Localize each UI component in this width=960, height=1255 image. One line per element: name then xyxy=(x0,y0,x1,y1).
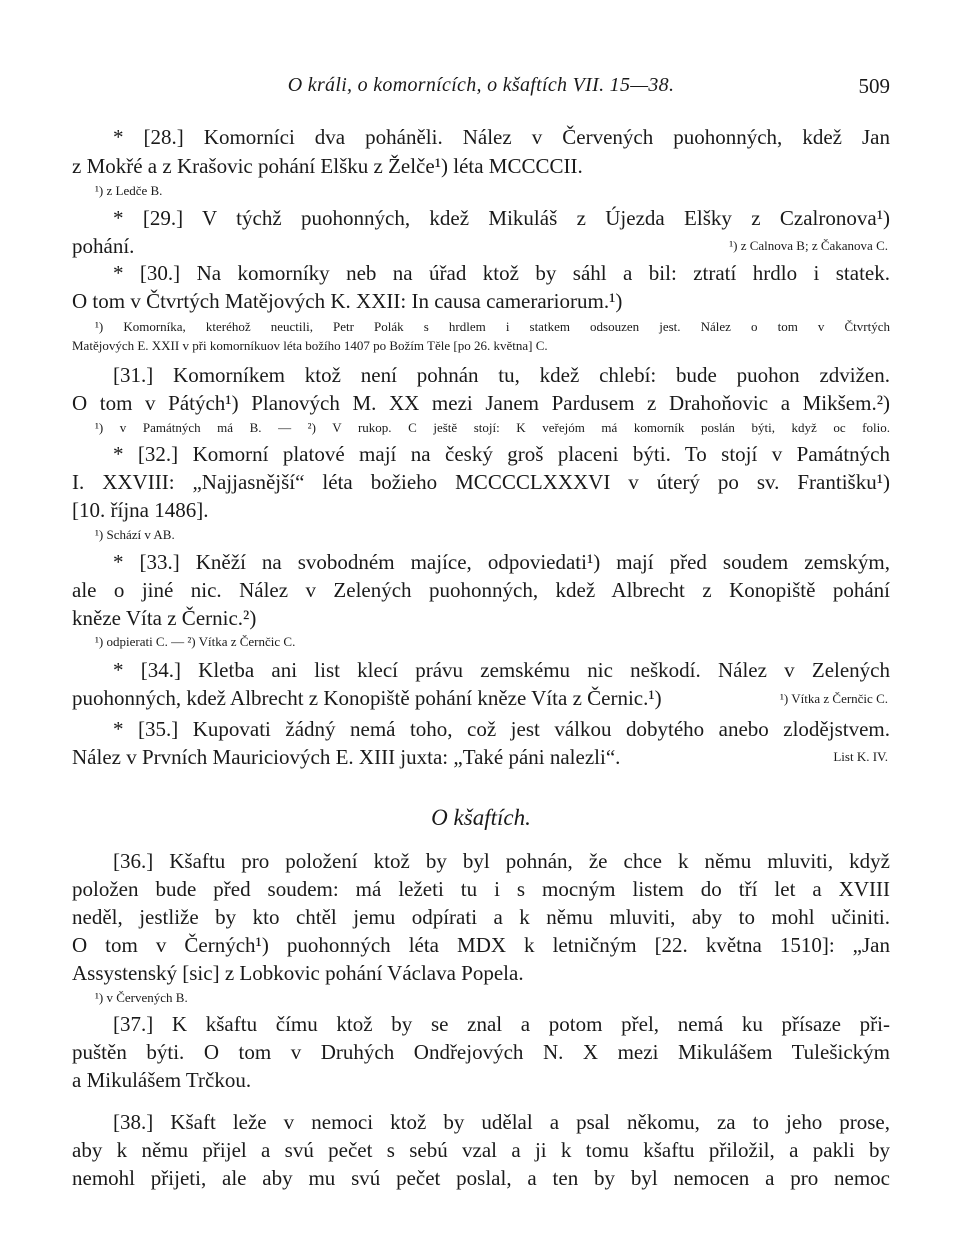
text-line: puštěn býti. O tom v Druhých Ondřejových N. X mezi Mikulášem Tulešickým xyxy=(72,1040,890,1064)
text-line: * [29.] V týchž puohonných, kdež Mikuláš z Újezda Elšky z Czalronova¹) xyxy=(113,206,890,230)
text-line: Nález v Prvních Mauriciových E. XIII juxta: „Také páni nalezli“. xyxy=(72,745,621,769)
running-header xyxy=(72,74,890,104)
text-line: nemohl přijeti, ale aby mu svú pečet poslal, a ten by byl nemocen a pro nemoc xyxy=(72,1166,890,1190)
text-line: z Mokřé a z Krašovic pohání Elšku z Želče¹) léta MCCCCII. xyxy=(72,154,583,178)
section-title: O kšaftích. xyxy=(431,805,531,830)
text-line: neděl, jestliže by kto chtěl jemu odpírati a k němu mluviti, aby to mohl učiniti. xyxy=(72,905,890,929)
text-line: pohání. xyxy=(72,234,135,258)
text-line: kněze Víta z Černic.²) xyxy=(72,606,257,630)
footnote-line: ¹) Schází v AB. xyxy=(95,527,175,542)
footnote-line: ¹) odpierati C. — ²) Vítka z Černčic C. xyxy=(95,634,296,649)
text-line: * [34.] Kletba ani list klecí právu zemskému nic neškodí. Nález v Zelených xyxy=(113,658,890,682)
text-line: ale o jiné nic. Nález v Zelených puohonných, kdež Albrecht z Konopiště pohání xyxy=(72,578,890,602)
text-line: [10. října 1486]. xyxy=(72,498,209,522)
margin-note: List K. IV. xyxy=(833,749,888,764)
text-line: položen bude před soudem: má ležeti tu i s mocným listem do tří let a XVIII xyxy=(72,877,890,901)
running-title: O králi, o komornících, o kšaftích VII. 15—38. xyxy=(287,74,675,96)
text-line: * [35.] Kupovati žádný nemá toho, což jest válkou dobytého anebo zlodějstvem. xyxy=(113,717,890,741)
text-line: a Mikulášem Trčkou. xyxy=(72,1068,252,1092)
text-line: I. XXVIII: „Najjasnější“ léta božieho MCCCCLXXXVI v úterý po sv. Františku¹) xyxy=(72,470,890,494)
text-line: * [30.] Na komorníky neb na úřad ktož by sáhl a bil: ztratí hrdlo i statek. xyxy=(113,261,890,285)
text-line: * [28.] Komorníci dva poháněli. Nález v Červených puohonných, kdež Jan xyxy=(113,125,890,149)
text-line: aby k němu přijel a svú pečet s sebú vzal a ji k tomu kšaftu přiložil, a pakli by xyxy=(72,1138,890,1162)
text-line: O tom v Pátých¹) Planových M. XX mezi Janem Pardusem z Drahoňovic a Mikšem.²) xyxy=(72,391,890,415)
text-line: O tom v Čtvrtých Matějových K. XXII: In causa camerariorum.¹) xyxy=(72,289,623,313)
text-line: [31.] Komorníkem ktož není pohnán tu, kdež chlebí: bude puohon zdvižen. xyxy=(113,363,890,387)
footnote-line: ¹) z Ledče B. xyxy=(95,183,163,198)
margin-note: ¹) z Calnova B; z Čakanova C. xyxy=(729,238,888,253)
text-line: [36.] Kšaftu pro položení ktož by byl pohnán, že chce k němu mluviti, když xyxy=(113,849,890,873)
text-line: * [32.] Komorní platové mají na český groš placeni býti. To stojí v Památných xyxy=(113,442,890,466)
text-line: O tom v Černých¹) puohonných léta MDX k letničným [22. května 1510]: „Jan xyxy=(72,933,890,957)
text-line: Assystenský [sic] z Lobkovic pohání Václava Popela. xyxy=(72,961,524,985)
text-line: puohonných, kdež Albrecht z Konopiště pohání kněze Víta z Černic.¹) xyxy=(72,686,662,710)
text-line: * [33.] Kněží na svobodném majíce, odpoviedati¹) mají před soudem zemským, xyxy=(113,550,890,574)
page-number: 509 xyxy=(858,74,890,98)
footnote-line: Matějových E. XXII v při komorníkuov léta božího 1407 po Božím Těle [po 26. května] C. xyxy=(72,338,548,353)
text-line: [37.] K kšaftu čímu ktož by se znal a potom přel, nemá ku přísaze při- xyxy=(113,1012,890,1036)
margin-note: ¹) Vítka z Černčic C. xyxy=(780,691,888,706)
footnote-line: ¹) Komorníka, kteréhož neuctili, Petr Polák s hrdlem i statkem odsouzen jest. Nález o tom v Čtvrtých xyxy=(95,319,890,334)
footnote-line: ¹) v Památných má B. — ²) V rukop. C ještě stojí: K veřejóm má komorník poslán býti, když oc folio. xyxy=(95,420,890,435)
text-line: [38.] Kšaft leže v nemoci ktož by udělal a psal někomu, za to jeho prose, xyxy=(113,1110,890,1134)
footnote-line: ¹) v Červených B. xyxy=(95,990,188,1005)
